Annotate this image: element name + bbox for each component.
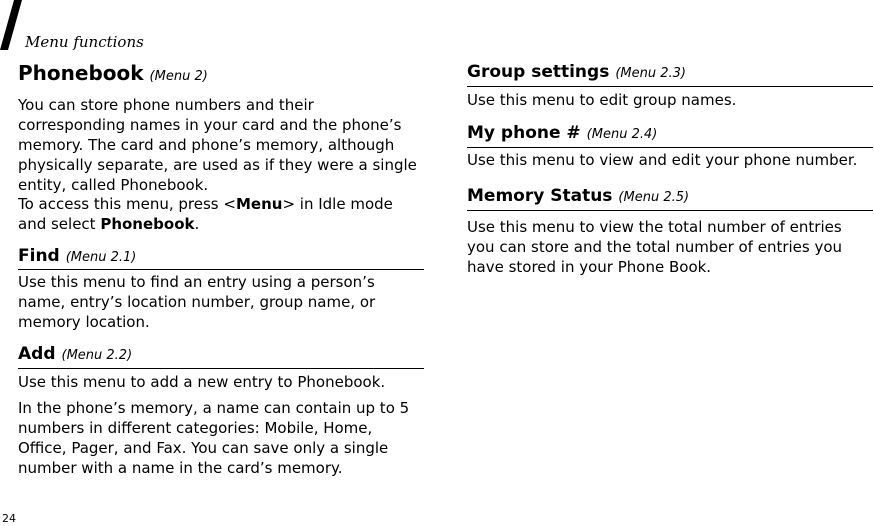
group-settings-title: Group settings xyxy=(467,62,610,82)
memory-status-title: Memory Status xyxy=(467,186,613,206)
phonebook-paragraph-1: You can store phone numbers and their corresponding names in your card and the phone’s memory. The card and phone’s memory, although physically separate, are used as if they were a single entity, called Phonebook. xyxy=(18,96,417,194)
header-title: Menu functions xyxy=(25,33,144,51)
my-phone-heading xyxy=(467,123,657,143)
group-settings-heading xyxy=(467,62,686,82)
page-number: 24 xyxy=(2,512,16,525)
find-paragraph: Use this menu to find an entry using a person’s name, entry’s location number, group name, or memory location. xyxy=(18,273,376,331)
phonebook-p2-text-b: > in Idle mode and select xyxy=(18,195,393,233)
phonebook-p2-text-a: To access this menu, press < xyxy=(18,195,236,213)
add-paragraph-2: In the phone’s memory, a name can contain up to 5 numbers in different categories: Mobile, Home, Office, Pager, and Fax. You can save only a single number with a name in the card’s memory. xyxy=(18,399,410,477)
group-settings-menu-ref: (Menu 2.3) xyxy=(615,66,686,81)
find-heading xyxy=(18,246,136,266)
phonebook-heading xyxy=(18,61,208,85)
find-menu-ref: (Menu 2.1) xyxy=(65,250,137,265)
memory-status-menu-ref: (Menu 2.5) xyxy=(618,190,690,205)
add-paragraph-1: Use this menu to add a new entry to Phonebook. xyxy=(18,373,386,391)
phonebook-p2-phonebook: Phonebook xyxy=(100,215,195,233)
add-menu-ref: (Menu 2.2) xyxy=(61,348,133,363)
find-rule xyxy=(18,269,424,270)
my-phone-paragraph: Use this menu to view and edit your phone number. xyxy=(467,151,858,169)
my-phone-title: My phone # xyxy=(467,123,581,143)
phonebook-p2-menu-key: Menu xyxy=(235,195,283,213)
my-phone-rule xyxy=(467,147,873,148)
my-phone-menu-ref: (Menu 2.4) xyxy=(586,127,658,142)
memory-status-heading xyxy=(467,186,689,206)
add-heading xyxy=(18,344,132,364)
phonebook-paragraph-2 xyxy=(18,194,424,234)
phonebook-menu-ref: (Menu 2) xyxy=(149,69,208,84)
memory-status-rule xyxy=(467,210,873,211)
add-rule xyxy=(18,368,424,369)
phonebook-title: Phonebook xyxy=(18,61,144,85)
memory-status-paragraph: Use this menu to view the total number of entries you can store and the total number of entries you have stored in your Phone Book. xyxy=(467,218,843,276)
find-title: Find xyxy=(18,246,60,266)
header-slash-bar xyxy=(0,0,22,50)
phonebook-p2-text-c: . xyxy=(194,215,200,233)
add-title: Add xyxy=(18,344,56,364)
group-settings-rule xyxy=(467,86,873,87)
group-settings-paragraph: Use this menu to edit group names. xyxy=(467,91,737,109)
